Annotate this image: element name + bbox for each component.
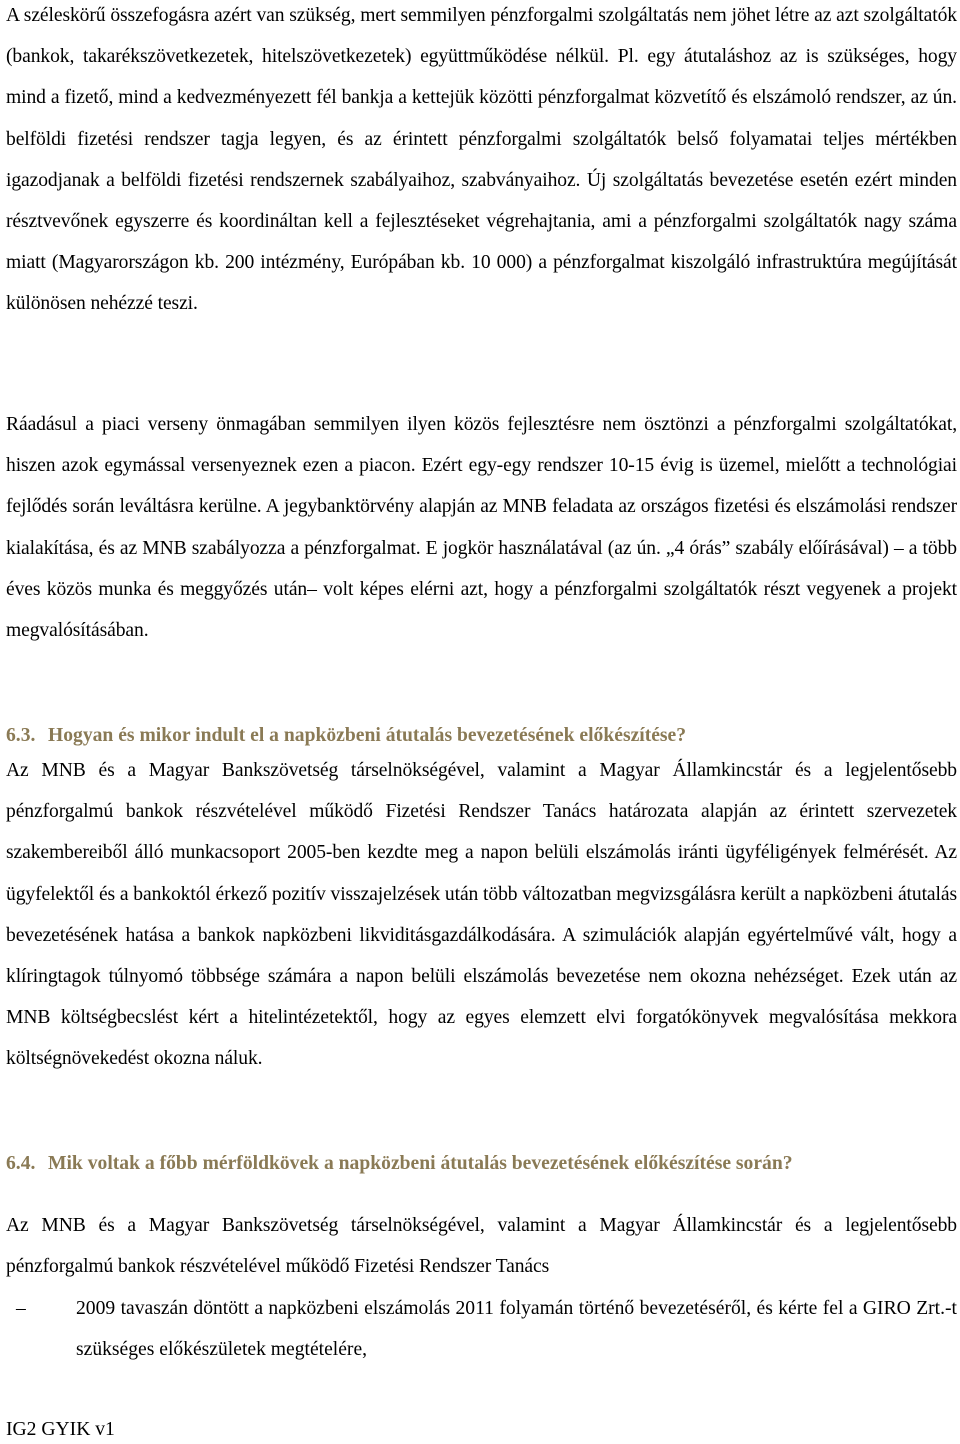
paragraph-market-competition: Ráadásul a piaci verseny önmagában semmilyen ilyen közös fejlesztésre nem ösztönzi a pénzforgalmi szolgáltatókat, hiszen azok egymással versenyeznek ezen a piacon. Ezért egy-egy rendszer 10-15 évig is üzemel, mielőtt a technológiai fejlődés során leváltásra kerülne. A jegybanktörvény alapján az MNB feladata az országos fizetési és elszámolási rendszer kialakítása, és az MNB szabályozza a pénzforgalmat. E jogkör használatával (az ún. „4 órás” szabály előírásával) – a több éves közös munka és meggyőzés után– volt képes elérni azt, hogy a pénzforgalmi szolgáltatók részt vegyenek a projekt megvalósításában. [6,414,957,642]
section-title: Mik voltak a főbb mérföldkövek a napközbeni átutalás bevezetésének előkészítése során? [48,1153,793,1174]
section-number: 6.3. [6,725,36,746]
bullet-dash: – [16,1298,26,1319]
section-number: 6.4. [6,1153,36,1174]
section-title: Hogyan és mikor indult el a napközbeni átutalás bevezetésének előkészítése? [48,725,687,746]
list-item [6,1288,957,1370]
bullet-text: 2009 tavaszán döntött a napközbeni elszámolás 2011 folyamán történő bevezetéséről, és kérte fel a GIRO Zrt.-t szükséges előkészületek megtételére, [76,1298,957,1361]
paragraph-preparation-start: Az MNB és a Magyar Bankszövetség társelnökségével, valamint a Magyar Államkincstár és a legjelentősebb pénzforgalmú bankok részvételével működő Fizetési Rendszer Tanács határozata alapján az érintett szervezetek szakembereiből álló munkacsoport 2005-ben kezdte meg a napon belüli elszámolás iránti ügyféligények felmérését. Az ügyfelektől és a bankoktól érkező pozitív visszajelzések után több változatban megvizsgálásra került a napközbeni átutalás bevezetésének hatása a bankok napközbeni likviditásgazdálkodására. A szimulációk alapján egyértelművé vált, hogy a klíringtagok túlnyomó többsége számára a napon belüli elszámolás bevezetése nem okozna nehézséget. Ezek után az MNB költségbecslést kért a hitelintézetektől, hogy az egyes elemzett elvi forgatókönyvek megvalósítása mekkora költségnövekedést okozna náluk. [6,760,957,1070]
page-footer: IG2 GYIK v1 [6,1419,115,1440]
section-heading-6-3 [6,722,957,750]
paragraph-milestones-intro: Az MNB és a Magyar Bankszövetség társelnökségével, valamint a Magyar Államkincstár és a legjelentősebb pénzforgalmú bankok részvételével működő Fizetési Rendszer Tanács [6,1215,957,1278]
section-heading-6-4 [6,1150,957,1178]
paragraph-cooperation: A széleskörű összefogásra azért van szükség, mert semmilyen pénzforgalmi szolgáltatás nem jöhet létre az azt szolgáltatók (bankok, takarékszövetkezetek, hitelszövetkezetek) együttműködése nélkül. Pl. egy átutaláshoz az is szükséges, hogy mind a fizető, mind a kedvezményezett fél bankja a kettejük közötti pénzforgalmat közvetítő és elszámoló rendszer, az ún. belföldi fizetési rendszer tagja legyen, és az érintett pénzforgalmi szolgáltatók belső folyamatai teljes mértékben igazodjanak a belföldi fizetési rendszernek szabályaihoz, szabványaihoz. Új szolgáltatás bevezetése esetén ezért minden résztvevőnek egyszerre és koordináltan kell a fejlesztéseket végrehajtania, ami a pénzforgalmi szolgáltatók nagy száma miatt (Magyarországon kb. 200 intézmény, Európában kb. 10 000) a pénzforgalmat kiszolgáló infrastruktúra megújítását különösen nehézzé teszi. [6,5,957,315]
